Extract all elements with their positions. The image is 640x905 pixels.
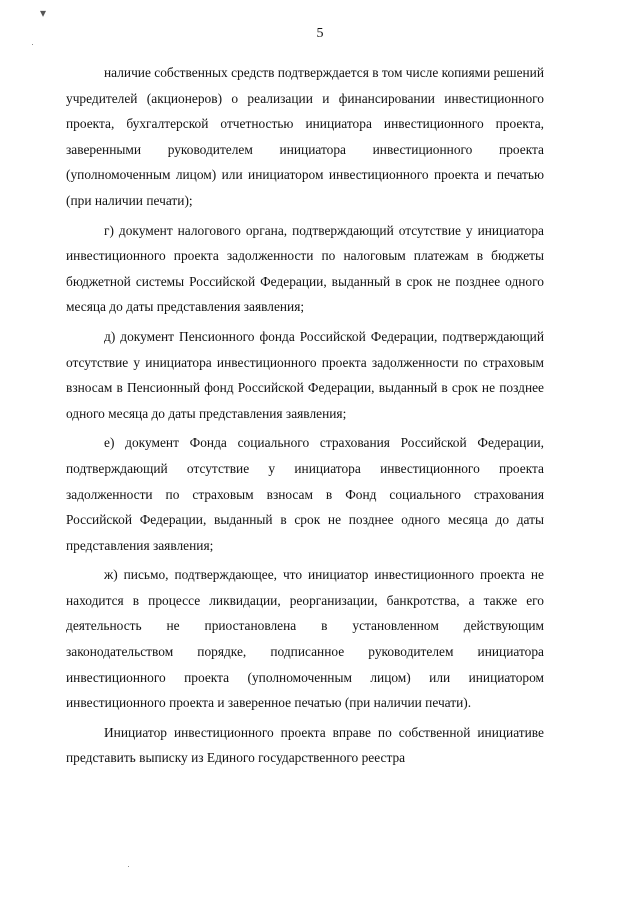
paragraph-initiator-right: Инициатор инвестиционного проекта вправе по собственной инициативе представить выписку из Единого государственного реестра — [66, 724, 544, 766]
document-body — [66, 60, 544, 775]
scan-artifact-dot — [32, 44, 33, 45]
paragraph-item-zh-letter: ж) письмо, подтверждающее, что инициатор инвестиционного проекта не находится в процессе ликвидации, реорганизации, банкротства, а также его деятельность не приостановлена в установленном действующим законодательством порядке, подписанное руководителем инициатора инвестиционного проекта (уполномоченным лицом) или инициатором инвестиционного проекта и заверенное печатью (при наличии печати). — [66, 567, 544, 711]
scan-artifact-mark: ▾ — [40, 6, 47, 20]
page-number: 5 — [316, 26, 324, 41]
scan-artifact-dot — [128, 866, 129, 867]
paragraph-item-g-tax-certificate: г) документ налогового органа, подтверждающий отсутствие у инициатора инвестиционного проекта задолженности по налоговым платежам в бюджеты бюджетной системы Российской Федерации, выданный в срок не позднее одного месяца до даты представления заявления; — [66, 222, 544, 315]
paragraph-item-d-pension-fund-certificate: д) документ Пенсионного фонда Российской Федерации, подтверждающий отсутствие у инициатора инвестиционного проекта задолженности по страховым взносам в Пенсионный фонд Российской Федерации, выданный в срок не позднее одного месяца до даты представления заявления; — [66, 328, 544, 421]
paragraph-item-e-social-insurance-certificate: е) документ Фонда социального страхования Российской Федерации, подтверждающий отсутствие у инициатора инвестиционного проекта задолженности по страховым взносам в Фонд социального страхования Российской Федерации, выданный в срок не позднее одного месяца до даты представления заявления; — [66, 435, 544, 553]
paragraph-own-funds: наличие собственных средств подтверждается в том числе копиями решений учредителей (акционеров) о реализации и финансировании инвестиционного проекта, бухгалтерской отчетностью инициатора инвестиционного проекта, заверенными руководителем инициатора инвестиционного проекта (уполномоченным лицом) или инициатором инвестиционного проекта и печатью (при наличии печати); — [66, 65, 545, 208]
